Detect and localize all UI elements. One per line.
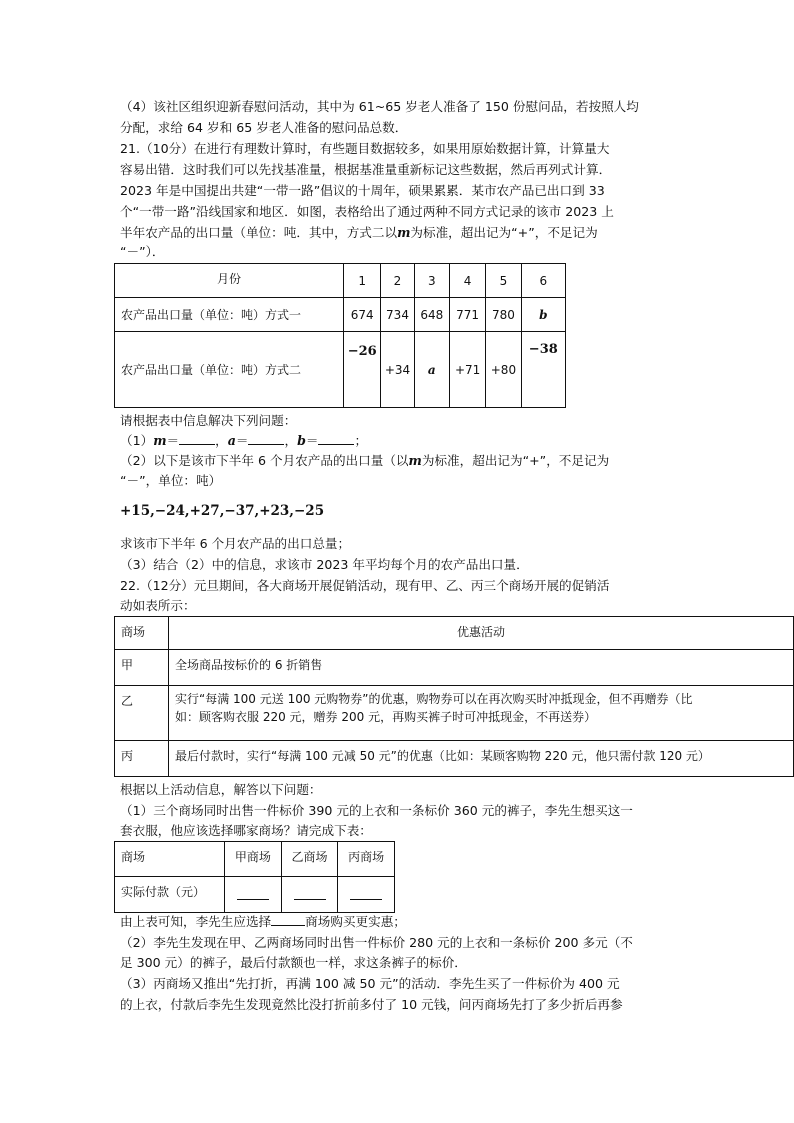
q21-line4: 个“一带一路”沿线国家和地区．如图，表格给出了通过两种不同方式记录的该市 2023 上 xyxy=(120,204,614,219)
q21-sub2-question: 求该市下半年 6 个月农产品的出口总量； xyxy=(120,536,351,551)
table-row xyxy=(115,617,794,650)
q21-line5-b: 为标准，超出记为“+”，不足记为 xyxy=(410,225,598,240)
equals: ＝ xyxy=(305,433,319,448)
payment-table xyxy=(114,841,395,913)
conclusion-text-b: 商场购买更实惠； xyxy=(305,914,406,929)
q22-conclusion xyxy=(120,913,406,931)
answer-blank-a[interactable] xyxy=(248,432,284,445)
var-a: a xyxy=(227,433,236,448)
table-row xyxy=(115,264,566,298)
table-cell: +80 xyxy=(486,332,521,408)
table-row xyxy=(115,877,395,913)
var-m: m xyxy=(408,453,422,468)
store-yi xyxy=(115,686,169,741)
table-cell-b: b xyxy=(521,298,565,332)
export-table xyxy=(114,263,566,408)
q22-after-table: 根据以上活动信息，解答以下问题： xyxy=(120,782,322,797)
q20-part4-line1: （4）该社区组织迎新春慰问活动，其中为 61~65 岁老人准备了 150 份慰问品，若按照人均 xyxy=(120,99,639,114)
header-cell: 5 xyxy=(486,264,521,298)
header-yi: 乙商场 xyxy=(281,842,338,877)
header-store: 商场 xyxy=(115,617,169,650)
table-cell: −38 xyxy=(521,332,565,408)
header-cell: 6 xyxy=(521,264,565,298)
data-sequence: +15,−24,+27,−37,+23,−25 xyxy=(120,503,325,519)
store-jia: 甲 xyxy=(115,650,169,686)
promo-yi xyxy=(169,686,794,741)
var-b: b xyxy=(297,433,306,448)
answer-blank[interactable] xyxy=(350,887,382,900)
promo-jia: 全场商品按标价的 6 折销售 xyxy=(169,650,794,686)
table-cell: 734 xyxy=(381,298,414,332)
header-promo: 优惠活动 xyxy=(169,617,794,650)
sub2-text-b: 为标准，超出记为“+”，不足记为 xyxy=(421,453,610,468)
store-yi-label: 乙 xyxy=(121,694,134,708)
var-m: m xyxy=(153,433,167,448)
q21-sub2-line1 xyxy=(120,452,609,470)
table-cell: 771 xyxy=(449,298,485,332)
q22-sub3-line1: （3）丙商场又推出“先打折，再满 100 减 50 元”的活动．李先生买了一件标价为 400 元 xyxy=(120,976,620,991)
answer-blank-m[interactable] xyxy=(179,432,215,445)
header-cell: 3 xyxy=(414,264,449,298)
table-cell: +34 xyxy=(381,332,414,408)
q22-sub3-line2: 的上衣，付款后李先生发现竟然比没打折前多付了 10 元钱，问丙商场先打了多少折后再参 xyxy=(120,997,623,1012)
table-row xyxy=(115,741,794,777)
q21-line3: 2023 年是中国提出共建“一带一路”倡议的十周年，硕果累累．某市农产品已出口到 33 xyxy=(120,183,605,198)
payment-cell-yi xyxy=(281,877,338,913)
table-cell: 780 xyxy=(486,298,521,332)
q21-line5 xyxy=(120,224,598,242)
q21-line5-a: 半年农产品的出口量（单位：吨．其中，方式二以 xyxy=(120,225,398,240)
answer-blank-b[interactable] xyxy=(318,432,354,445)
payment-cell-bing xyxy=(338,877,395,913)
equals: ＝ xyxy=(166,433,180,448)
q21-line2: 容易出错．这时我们可以先找基准量，根据基准量重新标记这些数据，然后再列式计算． xyxy=(120,162,612,177)
header-month: 月份 xyxy=(115,264,344,298)
q21-sub3: （3）结合（2）中的信息，求该市 2023 年平均每个月的农产品出口量． xyxy=(120,557,529,572)
q22-sub2-line2: 足 300 元）的裤子，最后付款额也一样，求这条裤子的标价． xyxy=(120,955,467,970)
promo-yi-line1: 实行“每满 100 元送 100 元购物券”的优惠，购物券可以在再次购买时冲抵现金，但不再赠券（比 xyxy=(175,692,693,706)
table-row xyxy=(115,842,395,877)
table-cell-a: a xyxy=(414,332,449,408)
var-m: m xyxy=(397,225,411,240)
semicolon: ； xyxy=(354,433,368,448)
table-row xyxy=(115,298,566,332)
q21-sub2-line2: “－”，单位：吨） xyxy=(120,473,222,488)
header-jia: 甲商场 xyxy=(225,842,282,877)
sub2-text-a: （2）以下是该市下半年 6 个月农产品的出口量（以 xyxy=(120,453,409,468)
header-bing: 丙商场 xyxy=(338,842,395,877)
header-cell: 1 xyxy=(344,264,381,298)
q20-part4-line2: 分配，求给 64 岁和 65 岁老人准备的慰问品总数． xyxy=(120,120,408,135)
sub1-prefix: （1） xyxy=(120,433,154,448)
q22-sub1-line1: （1）三个商场同时出售一件标价 390 元的上衣和一条标价 360 元的裤子，李先生想买这一 xyxy=(120,803,633,818)
row-label-payment: 实际付款（元） xyxy=(115,877,225,913)
table-row xyxy=(115,686,794,741)
payment-cell-jia xyxy=(225,877,282,913)
table-cell: +71 xyxy=(449,332,485,408)
q21-line1: 21.（10分）在进行有理数计算时，有些题目数据较多，如果用原始数据计算，计算量大 xyxy=(120,141,610,156)
q22-sub1-line2: 套衣服，他应该选择哪家商场？请完成下表： xyxy=(120,823,372,838)
answer-blank[interactable] xyxy=(294,887,326,900)
table-cell: 674 xyxy=(344,298,381,332)
header-store: 商场 xyxy=(115,842,225,877)
q21-sub1 xyxy=(120,432,367,450)
header-cell: 4 xyxy=(449,264,485,298)
store-bing: 丙 xyxy=(115,741,169,777)
equals: ＝ xyxy=(235,433,249,448)
table-cell: −26 xyxy=(344,332,381,408)
table-row xyxy=(115,650,794,686)
comma: ， xyxy=(284,433,298,448)
row2-label: 农产品出口量（单位：吨）方式二 xyxy=(115,332,344,408)
comma: ， xyxy=(215,433,228,448)
promotion-table xyxy=(114,616,794,777)
header-cell: 2 xyxy=(381,264,414,298)
table-cell: 648 xyxy=(414,298,449,332)
answer-blank-store[interactable] xyxy=(271,913,305,926)
answer-blank[interactable] xyxy=(237,887,269,900)
q22-line1: 22.（12分）元旦期间，各大商场开展促销活动，现有甲、乙、丙三个商场开展的促销活 xyxy=(120,578,610,593)
promo-yi-line2: 如：顾客购衣服 220 元，赠券 200 元，再购买裤子时可冲抵现金，不再送券） xyxy=(175,710,597,724)
q21-after-table: 请根据表中信息解决下列问题： xyxy=(120,413,297,428)
q22-line2: 动如表所示： xyxy=(120,598,196,613)
q22-sub2-line1: （2）李先生发现在甲、乙两商场同时出售一件标价 280 元的上衣和一条标价 200 多元（不 xyxy=(120,935,633,950)
q21-line6: “－”）． xyxy=(120,244,165,259)
row1-label: 农产品出口量（单位：吨）方式一 xyxy=(115,298,344,332)
table-row xyxy=(115,332,566,408)
conclusion-text-a: 由上表可知，李先生应选择 xyxy=(120,914,272,929)
promo-bing: 最后付款时，实行“每满 100 元减 50 元”的优惠（比如：某顾客购物 220 元，他只需付款 120 元） xyxy=(169,741,794,777)
